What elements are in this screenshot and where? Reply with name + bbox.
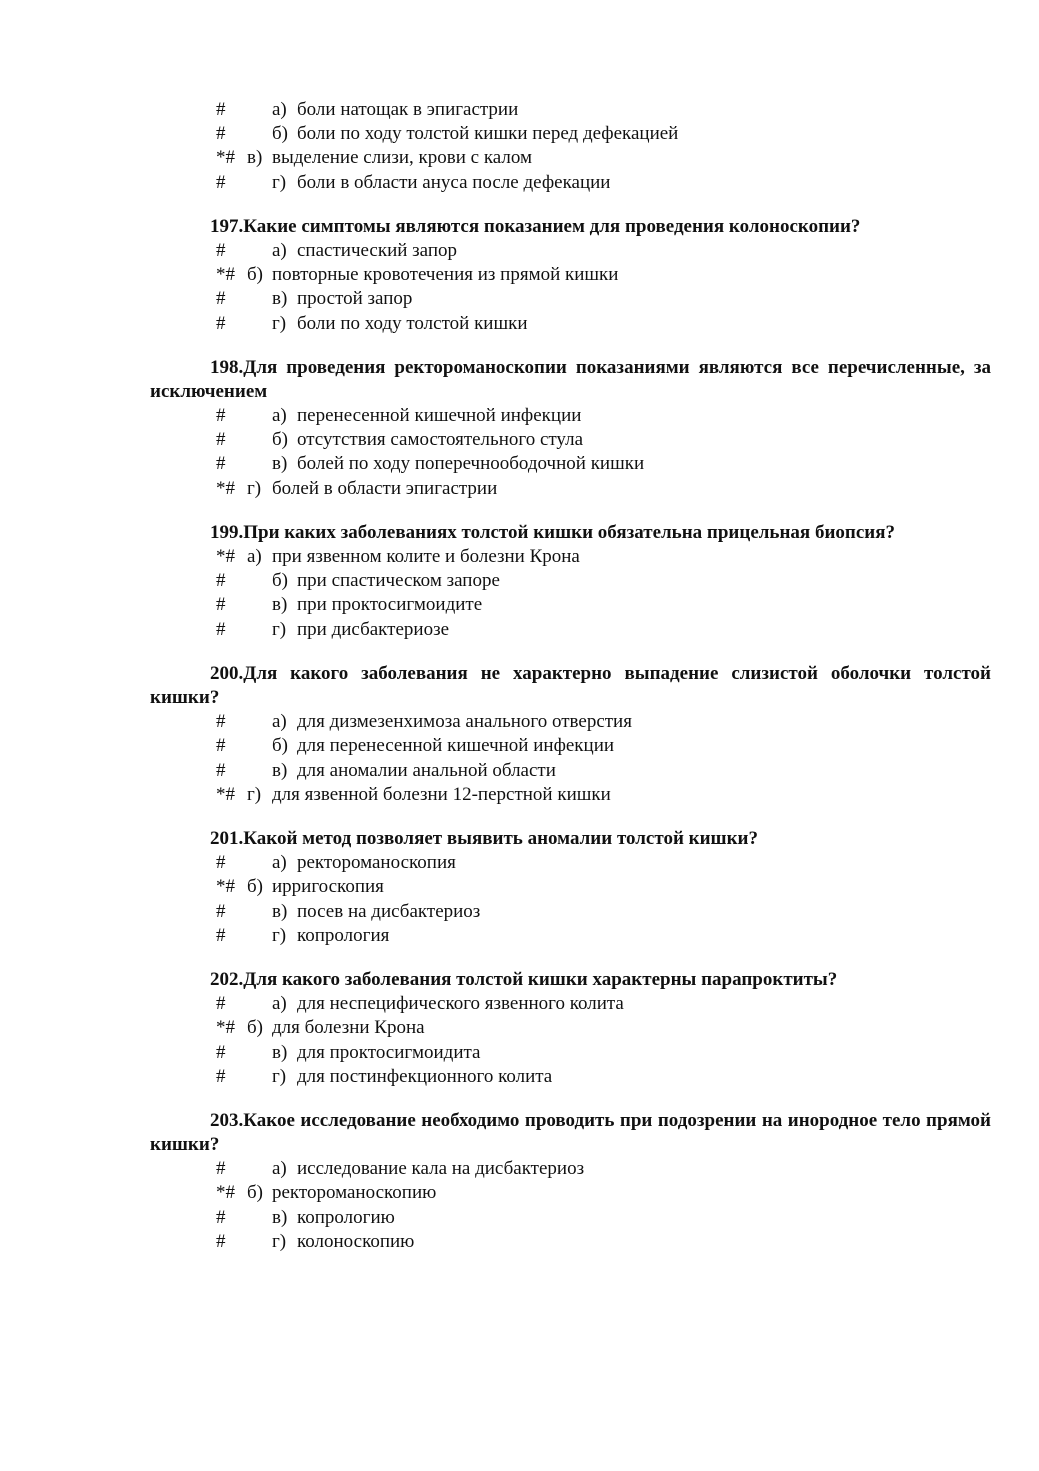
answer-option bbox=[0, 477, 1039, 501]
option-text: при спастическом запоре bbox=[297, 570, 500, 592]
question-block bbox=[0, 1109, 1039, 1254]
answer-option bbox=[0, 569, 1039, 593]
option-text: при язвенном колите и болезни Крона bbox=[272, 546, 580, 568]
answer-option bbox=[0, 593, 1039, 617]
option-letter: а) bbox=[272, 711, 287, 733]
option-marker: # bbox=[216, 123, 226, 145]
question-list bbox=[0, 215, 1039, 1254]
option-text: повторные кровотечения из прямой кишки bbox=[272, 264, 619, 286]
answer-option bbox=[0, 312, 1039, 336]
option-marker: # bbox=[216, 735, 226, 757]
option-letter: б) bbox=[272, 123, 288, 145]
option-text: боли в области ануса после дефекации bbox=[297, 171, 611, 193]
option-marker: *# bbox=[216, 876, 235, 898]
option-marker: # bbox=[216, 312, 226, 334]
option-marker: # bbox=[216, 429, 226, 451]
answer-option bbox=[0, 1206, 1039, 1230]
option-text: для аномалии анальной области bbox=[297, 759, 556, 781]
option-marker: # bbox=[216, 1230, 226, 1252]
answer-option bbox=[0, 1065, 1039, 1089]
answer-option bbox=[0, 239, 1039, 263]
option-marker: # bbox=[216, 239, 226, 261]
option-text: для неспецифического язвенного колита bbox=[297, 993, 624, 1015]
option-text: для болезни Крона bbox=[272, 1017, 425, 1039]
option-letter: б) bbox=[247, 1182, 263, 1204]
option-text: ирригоскопия bbox=[272, 876, 384, 898]
answer-option bbox=[0, 618, 1039, 642]
option-letter: а) bbox=[272, 1158, 287, 1180]
option-letter: а) bbox=[272, 993, 287, 1015]
answer-option bbox=[0, 783, 1039, 807]
answer-option bbox=[0, 122, 1039, 146]
option-letter: г) bbox=[272, 1065, 287, 1087]
option-letter: в) bbox=[272, 453, 288, 475]
option-text: исследование кала на дисбактериоз bbox=[297, 1158, 585, 1180]
answer-option bbox=[0, 1181, 1039, 1205]
question-title: 197.Какие симптомы являются показанием для проведения колоноскопии? bbox=[210, 215, 861, 237]
option-marker: # bbox=[216, 1206, 226, 1228]
option-letter: а) bbox=[272, 239, 287, 261]
answer-option bbox=[0, 1157, 1039, 1181]
answer-option bbox=[0, 900, 1039, 924]
option-marker: # bbox=[216, 993, 226, 1015]
answer-option bbox=[0, 710, 1039, 734]
option-marker: # bbox=[216, 171, 226, 193]
answer-option bbox=[0, 404, 1039, 428]
option-marker: *# bbox=[216, 1182, 235, 1204]
option-text: простой запор bbox=[297, 288, 413, 310]
answer-option bbox=[0, 98, 1039, 122]
question-title: 203.Какое исследование необходимо проводить при подозрении на инородное тело прямой кишки? bbox=[150, 1109, 991, 1156]
question-title: 199.При каких заболеваниях толстой кишки обязательна прицельная биопсия? bbox=[210, 521, 895, 543]
option-letter: б) bbox=[272, 570, 288, 592]
option-text: колоноскопию bbox=[297, 1230, 415, 1252]
option-text: боли по ходу толстой кишки bbox=[297, 312, 528, 334]
answer-option bbox=[0, 146, 1039, 170]
option-marker: *# bbox=[216, 1017, 235, 1039]
option-letter: г) bbox=[272, 618, 287, 640]
option-letter: а) bbox=[272, 99, 287, 120]
option-letter: б) bbox=[272, 429, 288, 451]
option-marker: # bbox=[216, 1065, 226, 1087]
option-text: ректороманоскопия bbox=[297, 852, 456, 874]
answer-option bbox=[0, 263, 1039, 287]
question-title: 202.Для какого заболевания толстой кишки характерны парапроктиты? bbox=[210, 968, 838, 990]
option-letter: г) bbox=[247, 477, 262, 499]
option-text: посев на дисбактериоз bbox=[297, 900, 481, 922]
option-marker: # bbox=[216, 900, 226, 922]
answer-option bbox=[0, 924, 1039, 948]
option-letter: а) bbox=[247, 546, 262, 568]
option-letter: г) bbox=[247, 783, 262, 805]
option-marker: *# bbox=[216, 264, 235, 286]
option-marker: # bbox=[216, 1158, 226, 1180]
option-marker: # bbox=[216, 1041, 226, 1063]
answer-option bbox=[0, 992, 1039, 1016]
option-marker: *# bbox=[216, 147, 235, 169]
option-marker: *# bbox=[216, 783, 235, 805]
option-text: выделение слизи, крови с калом bbox=[272, 147, 533, 169]
question-block bbox=[0, 968, 1039, 1089]
question-block bbox=[0, 521, 1039, 642]
option-text: для дизмезенхимоза анального отверстия bbox=[297, 711, 632, 733]
answer-option bbox=[0, 1230, 1039, 1254]
option-marker: # bbox=[216, 711, 226, 733]
answer-option bbox=[0, 734, 1039, 758]
option-text: копрология bbox=[297, 924, 390, 946]
option-letter: г) bbox=[272, 171, 287, 193]
answer-option bbox=[0, 1041, 1039, 1065]
answer-option bbox=[0, 171, 1039, 195]
option-text: для язвенной болезни 12-перстной кишки bbox=[272, 783, 611, 805]
answer-option bbox=[0, 287, 1039, 311]
option-text: для перенесенной кишечной инфекции bbox=[297, 735, 615, 757]
option-letter: б) bbox=[272, 735, 288, 757]
option-text: для постинфекционного колита bbox=[297, 1065, 553, 1087]
answer-option bbox=[0, 545, 1039, 569]
option-marker: # bbox=[216, 405, 226, 427]
option-marker: # bbox=[216, 99, 226, 120]
option-letter: в) bbox=[272, 594, 288, 616]
option-letter: г) bbox=[272, 1230, 287, 1252]
option-marker: *# bbox=[216, 477, 235, 499]
option-marker: *# bbox=[216, 546, 235, 568]
question-block bbox=[0, 356, 1039, 501]
option-letter: в) bbox=[272, 900, 288, 922]
option-marker: # bbox=[216, 453, 226, 475]
option-marker: # bbox=[216, 570, 226, 592]
option-text: болей по ходу поперечноободочной кишки bbox=[297, 453, 645, 475]
option-letter: г) bbox=[272, 312, 287, 334]
option-text: копрологию bbox=[297, 1206, 395, 1228]
option-letter: в) bbox=[272, 1206, 288, 1228]
answer-option bbox=[0, 759, 1039, 783]
option-marker: # bbox=[216, 852, 226, 874]
option-text: боли натощак в эпигастрии bbox=[297, 99, 519, 120]
question-title: 200.Для какого заболевания не характерно выпадение слизистой оболочки толстой кишки? bbox=[150, 662, 991, 709]
option-text: для проктосигмоидита bbox=[297, 1041, 481, 1063]
option-marker: # bbox=[216, 288, 226, 310]
intro-options bbox=[0, 98, 1039, 195]
option-marker: # bbox=[216, 924, 226, 946]
option-text: спастический запор bbox=[297, 239, 458, 261]
option-text: при проктосигмоидите bbox=[297, 594, 483, 616]
option-letter: в) bbox=[247, 147, 263, 169]
option-marker: # bbox=[216, 618, 226, 640]
question-block bbox=[0, 827, 1039, 948]
option-letter: в) bbox=[272, 288, 288, 310]
option-letter: а) bbox=[272, 405, 287, 427]
answer-option bbox=[0, 875, 1039, 899]
option-marker: # bbox=[216, 594, 226, 616]
option-text: при дисбактериозе bbox=[297, 618, 450, 640]
question-title: 201.Какой метод позволяет выявить аномалии толстой кишки? bbox=[210, 827, 758, 849]
option-letter: б) bbox=[247, 876, 263, 898]
option-text: болей в области эпигастрии bbox=[272, 477, 498, 499]
option-text: отсутствия самостоятельного стула bbox=[297, 429, 584, 451]
option-letter: г) bbox=[272, 924, 287, 946]
option-letter: б) bbox=[247, 1017, 263, 1039]
answer-option bbox=[0, 1016, 1039, 1040]
answer-option bbox=[0, 452, 1039, 476]
answer-option bbox=[0, 851, 1039, 875]
question-block bbox=[0, 215, 1039, 336]
option-text: перенесенной кишечной инфекции bbox=[297, 405, 582, 427]
question-block bbox=[0, 662, 1039, 807]
option-marker: # bbox=[216, 759, 226, 781]
option-letter: в) bbox=[272, 759, 288, 781]
option-letter: б) bbox=[247, 264, 263, 286]
option-text: боли по ходу толстой кишки перед дефекацией bbox=[297, 123, 679, 145]
answer-option bbox=[0, 428, 1039, 452]
option-letter: а) bbox=[272, 852, 287, 874]
option-text: ректороманоскопию bbox=[272, 1182, 437, 1204]
document-page bbox=[0, 98, 1039, 1254]
question-title: 198.Для проведения ректороманоскопии показаниями являются все перечисленные, за исключением bbox=[150, 356, 991, 402]
option-letter: в) bbox=[272, 1041, 288, 1063]
